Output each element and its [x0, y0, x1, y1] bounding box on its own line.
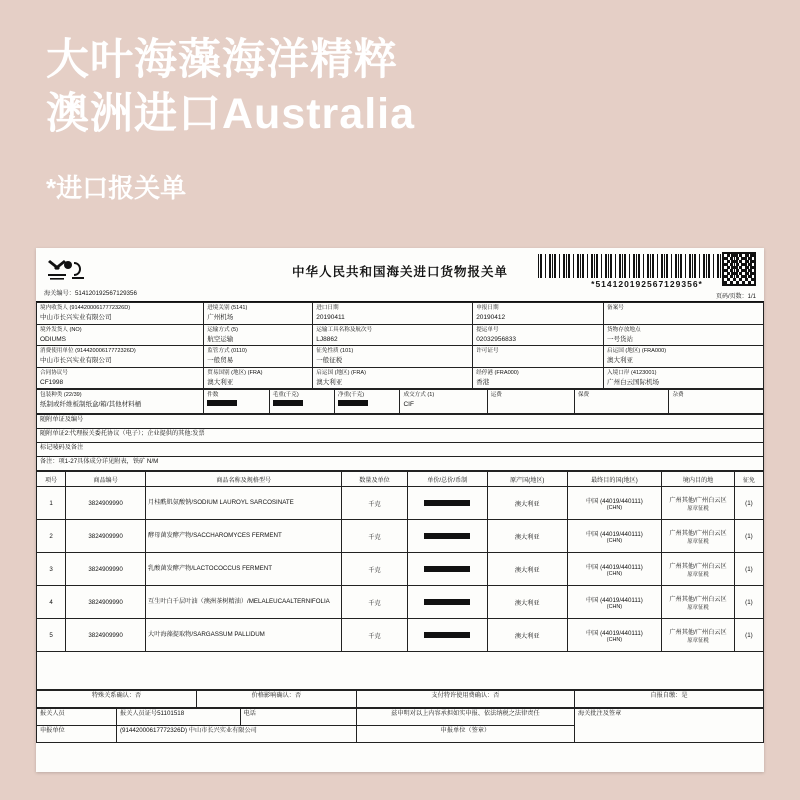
item-name: 互生叶白千层叶油（澳洲茶树精油）/MELALEUCAALTERNIFOLIA [146, 586, 342, 619]
field-value: 澳大利亚 [316, 378, 343, 386]
item-price [407, 619, 487, 652]
page-info: 页码/页数：1/1 [715, 294, 756, 300]
item-inland [662, 553, 735, 586]
declaring-unit-value: (91442000617772326D) 中山市长兴实业有限公司 [116, 726, 356, 743]
hero-subtitle: *进口报关单 [46, 172, 187, 203]
field-label: 监管方式 (0110) [207, 348, 247, 355]
items-col-price: 单价/总价/币制 [407, 472, 487, 487]
field-shipper [37, 324, 204, 346]
item-tax: (1) [734, 487, 763, 520]
field-declare-date [473, 303, 604, 325]
item-no: 4 [37, 586, 66, 619]
field-trade-country [204, 367, 313, 389]
item-destination-code: (CHN) [606, 504, 623, 511]
item-price [407, 520, 487, 553]
field-value: CF1998 [40, 378, 64, 386]
header-fields-table [36, 302, 764, 389]
field-transport-mode [204, 324, 313, 346]
customs-endorsement: 海关批注及签章 [574, 709, 763, 743]
field-origin-country [313, 367, 473, 389]
item-destination-code: (CHN) [606, 636, 623, 643]
item-no: 2 [37, 520, 66, 553]
redacted-value [424, 500, 470, 506]
field-insurance [574, 390, 669, 414]
field-value: LJ8862 [316, 335, 338, 343]
field-label: 净重(千克) [338, 392, 365, 399]
royalty-confirm: 支付特许使用费确认：否 [356, 691, 574, 708]
field-label: 货物存放地点 [607, 326, 641, 333]
field-label: 许可证号 [476, 348, 499, 355]
item-tax: (1) [734, 586, 763, 619]
field-row-2 [37, 324, 764, 346]
field-value: 一般贸易 [207, 357, 234, 365]
item-origin: 澳大利亚 [487, 553, 567, 586]
field-label: 入境口岸 (4123001) [607, 369, 657, 376]
item-destination [567, 487, 662, 520]
item-no: 3 [37, 553, 66, 586]
field-marks: 标记唛码及备注 [37, 443, 764, 457]
item-name: 大叶海藻提取物/SARGASSUM PALLIDUM [146, 619, 342, 652]
attachments-table [36, 414, 764, 471]
field-row-4 [37, 367, 764, 389]
field-label: 进境关别 (5141) [207, 305, 248, 311]
field-label: 经停港 (FRA000) [476, 369, 519, 376]
field-label: 杂费 [672, 392, 684, 399]
items-col-tax: 征免 [734, 472, 763, 487]
remarks-row [37, 457, 764, 471]
redacted-value [338, 400, 368, 406]
field-label: 运输方式 (5) [207, 326, 238, 333]
field-net-weight [335, 390, 400, 414]
field-vessel-name [313, 324, 473, 346]
items-col-qty: 数量及单位 [342, 472, 407, 487]
item-inland-sub: 原章征税 [687, 538, 709, 545]
field-entry-port [204, 303, 313, 325]
field-row-1 [37, 303, 764, 325]
table-row [37, 586, 764, 619]
item-name: 乳酸菌发酵产物/LACTOCOCCUS FERMENT [146, 553, 342, 586]
item-destination-main: 中国 (44019/440111) [586, 530, 643, 538]
field-label: 申报日期 [476, 305, 499, 311]
field-label: 成交方式 (1) [403, 392, 435, 399]
field-departure-country [604, 346, 764, 368]
item-code: 3824909990 [66, 487, 146, 520]
redacted-value [273, 400, 303, 406]
items-col-destination: 最终目的国(地区) [567, 472, 662, 487]
item-destination [567, 586, 662, 619]
item-destination-code: (CHN) [606, 603, 623, 610]
item-inland-sub: 原章征税 [687, 505, 709, 512]
field-label: 境外发货人 (NO) [40, 326, 82, 333]
field-misc-fee [669, 390, 764, 414]
item-inland-main: 广州其他/广州白云区 [669, 628, 727, 636]
item-price [407, 586, 487, 619]
redacted-value [424, 533, 470, 539]
field-import-date [313, 303, 473, 325]
items-blank-cell [37, 652, 764, 690]
item-no: 5 [37, 619, 66, 652]
field-bill-no [473, 324, 604, 346]
field-label: 进口日期 [316, 305, 339, 311]
declaring-unit-label: 申报单位 [37, 726, 117, 743]
field-label: 保费 [577, 392, 590, 399]
field-consignee [37, 303, 204, 325]
self-declare-confirm: 自报自缴：是 [574, 691, 763, 708]
field-license-no [473, 346, 604, 368]
item-price [407, 487, 487, 520]
item-code: 3824909990 [66, 619, 146, 652]
field-value: ODIUMS [40, 335, 66, 343]
item-destination-main: 中国 (44019/440111) [586, 629, 643, 637]
item-price [407, 553, 487, 586]
item-inland-main: 广州其他/广州白云区 [669, 595, 727, 603]
items-col-origin: 原产国(地区) [487, 472, 567, 487]
attached-docs-row [37, 415, 764, 429]
declaring-unit-seal: 申报单位（签章） [356, 726, 574, 743]
item-inland-sub: 原章征税 [687, 637, 709, 644]
declaration-serial [44, 288, 137, 297]
field-label: 境内收货人 (91442000617772326D) [40, 305, 131, 311]
item-destination [567, 520, 662, 553]
field-label: 毛重(千克) [272, 392, 299, 399]
field-label: 运输工具名称及航次号 [316, 326, 373, 333]
field-label: 启运国 (地区) (FRA000) [607, 348, 667, 355]
declaration-serial-value: 514120192567129356 [74, 290, 137, 297]
field-label: 备案号 [607, 305, 624, 311]
field-value: 20190412 [476, 314, 506, 322]
field-label: 提运单号 [476, 326, 499, 333]
items-blank-row [37, 652, 764, 690]
field-value: 中山市长兴实业有限公司 [40, 314, 112, 322]
price-influence-confirm: 价格影响确认：否 [196, 691, 356, 708]
field-contract-no [37, 367, 204, 389]
items-col-inland: 境内目的地 [662, 472, 735, 487]
item-inland-main: 广州其他/广州白云区 [669, 562, 727, 570]
field-value: 航空运输 [207, 335, 234, 343]
items-header-row [37, 472, 764, 487]
packing-row [37, 390, 764, 414]
declarant-phone-label: 电话 [240, 709, 356, 726]
item-name: 月桂酰肌氨酸钠/SODIUM LAUROYL SARCOSINATE [146, 487, 342, 520]
hero-title-line2: 澳洲进口Australia [46, 89, 416, 138]
field-record-no [604, 303, 764, 325]
item-destination-code: (CHN) [606, 570, 623, 577]
field-label: 运费 [490, 392, 502, 399]
declarant-label: 报关人员 [37, 709, 117, 726]
item-no: 1 [37, 487, 66, 520]
redacted-value [424, 566, 470, 572]
item-inland-main: 广州其他/广州白云区 [669, 496, 727, 504]
signature-row-1 [37, 709, 764, 726]
item-destination [567, 553, 662, 586]
field-attached-docs-2: 随附单证2:代理报关委托协议（电子）；企业提供的其他:发票 [37, 429, 764, 443]
field-package-type [37, 390, 204, 414]
field-storage-location [604, 324, 764, 346]
items-col-name: 商品名称及规格型号 [146, 472, 342, 487]
marks-row [37, 443, 764, 457]
redacted-value [424, 632, 470, 638]
item-origin: 澳大利亚 [487, 586, 567, 619]
field-value: 02032956833 [476, 335, 516, 343]
item-code: 3824909990 [66, 586, 146, 619]
item-name: 酵母菌发酵产物/SACCHAROMYCES FERMENT [146, 520, 342, 553]
redacted-value [424, 599, 470, 605]
item-qty: 千克 [342, 487, 407, 520]
item-inland [662, 619, 735, 652]
table-row [37, 487, 764, 520]
item-inland [662, 520, 735, 553]
item-origin: 澳大利亚 [487, 487, 567, 520]
field-value: 澳大利亚 [607, 357, 634, 365]
item-inland [662, 586, 735, 619]
item-tax: (1) [734, 520, 763, 553]
barcode-number: *514120192567129356* [591, 279, 703, 289]
redacted-value [207, 400, 237, 406]
field-label: 征免性质 (101) [316, 348, 354, 355]
field-row-3 [37, 346, 764, 368]
item-destination-code: (CHN) [606, 537, 623, 544]
item-tax: (1) [734, 553, 763, 586]
item-qty: 千克 [342, 619, 407, 652]
item-qty: 千克 [342, 553, 407, 586]
field-label: 消费使用单位 (91442000617772326D) [40, 348, 136, 355]
document-header [36, 248, 764, 302]
hero-banner [0, 0, 800, 205]
item-destination [567, 619, 662, 652]
field-value: 香港 [476, 378, 490, 386]
field-value: CIF [403, 401, 414, 409]
field-supervision-mode [204, 346, 313, 368]
item-origin: 澳大利亚 [487, 520, 567, 553]
field-label: 启运国 (地区) (FRA) [316, 369, 366, 376]
field-transit-port [473, 367, 604, 389]
field-remarks: 备注：项1-27具体成分详见附表，铁矿 N/M [37, 457, 764, 471]
hero-title [46, 34, 800, 142]
table-row [37, 520, 764, 553]
qr-code-icon [722, 252, 756, 286]
customs-declaration-document [36, 248, 764, 772]
table-row [37, 619, 764, 652]
field-value: 澳大利亚 [207, 378, 234, 386]
field-package-count [204, 390, 269, 414]
field-consumer-unit [37, 346, 204, 368]
special-relation-confirm: 特殊关系确认：否 [37, 691, 197, 708]
items-table [36, 471, 764, 690]
field-gross-weight [269, 390, 334, 414]
confirmation-table [36, 690, 764, 708]
field-label: 合同协议号 [40, 369, 68, 376]
item-destination-main: 中国 (44019/440111) [586, 596, 643, 604]
item-origin: 澳大利亚 [487, 619, 567, 652]
item-qty: 千克 [342, 586, 407, 619]
signature-table [36, 708, 764, 743]
table-row [37, 553, 764, 586]
attached-docs-row-2 [37, 429, 764, 443]
field-value: 中山市长兴实业有限公司 [40, 357, 112, 365]
item-inland-sub: 原章征税 [687, 571, 709, 578]
field-value: 一般征税 [316, 357, 343, 365]
field-value: 广州白云国际机场 [607, 378, 660, 386]
field-label: 件数 [207, 392, 219, 399]
item-destination-main: 中国 (44019/440111) [586, 563, 643, 571]
hero-title-line1: 大叶海藻海洋精粹 [46, 36, 398, 84]
item-qty: 千克 [342, 520, 407, 553]
confirmation-row [37, 691, 764, 708]
declarant-person-label: 报关人员证号51101518 [116, 709, 240, 726]
document-title: 中华人民共和国海关进口货物报关单 [291, 265, 508, 279]
field-freight [487, 390, 574, 414]
field-value: 一号货站 [607, 335, 634, 343]
items-col-no: 项号 [37, 472, 66, 487]
item-inland-main: 广州其他/广州白云区 [669, 529, 727, 537]
packing-weight-table [36, 389, 764, 414]
items-col-code: 商品编号 [66, 472, 146, 487]
item-inland [662, 487, 735, 520]
item-code: 3824909990 [66, 520, 146, 553]
declaration-statement: 兹申明对以上内容承担如实申报、依法纳税之法律责任 [356, 709, 574, 726]
item-inland-sub: 原章征税 [687, 604, 709, 611]
field-value: 广州机场 [207, 314, 234, 322]
field-entry-gateway [604, 367, 764, 389]
field-attached-docs: 随附单证及编号 [37, 415, 764, 429]
declaration-serial-label: 海关编号： [44, 290, 75, 297]
item-tax: (1) [734, 619, 763, 652]
field-label: 贸易国别 (地区) (FRA) [207, 369, 263, 376]
field-label: 包装种类 (22/39) [40, 392, 82, 399]
item-code: 3824909990 [66, 553, 146, 586]
item-destination-main: 中国 (44019/440111) [586, 497, 643, 505]
field-value: 纸制或纤维板制纸盒/箱/其他材料桶 [40, 401, 142, 409]
field-trade-terms [400, 390, 487, 414]
field-value: 20190411 [316, 314, 345, 322]
field-levy-nature [313, 346, 473, 368]
